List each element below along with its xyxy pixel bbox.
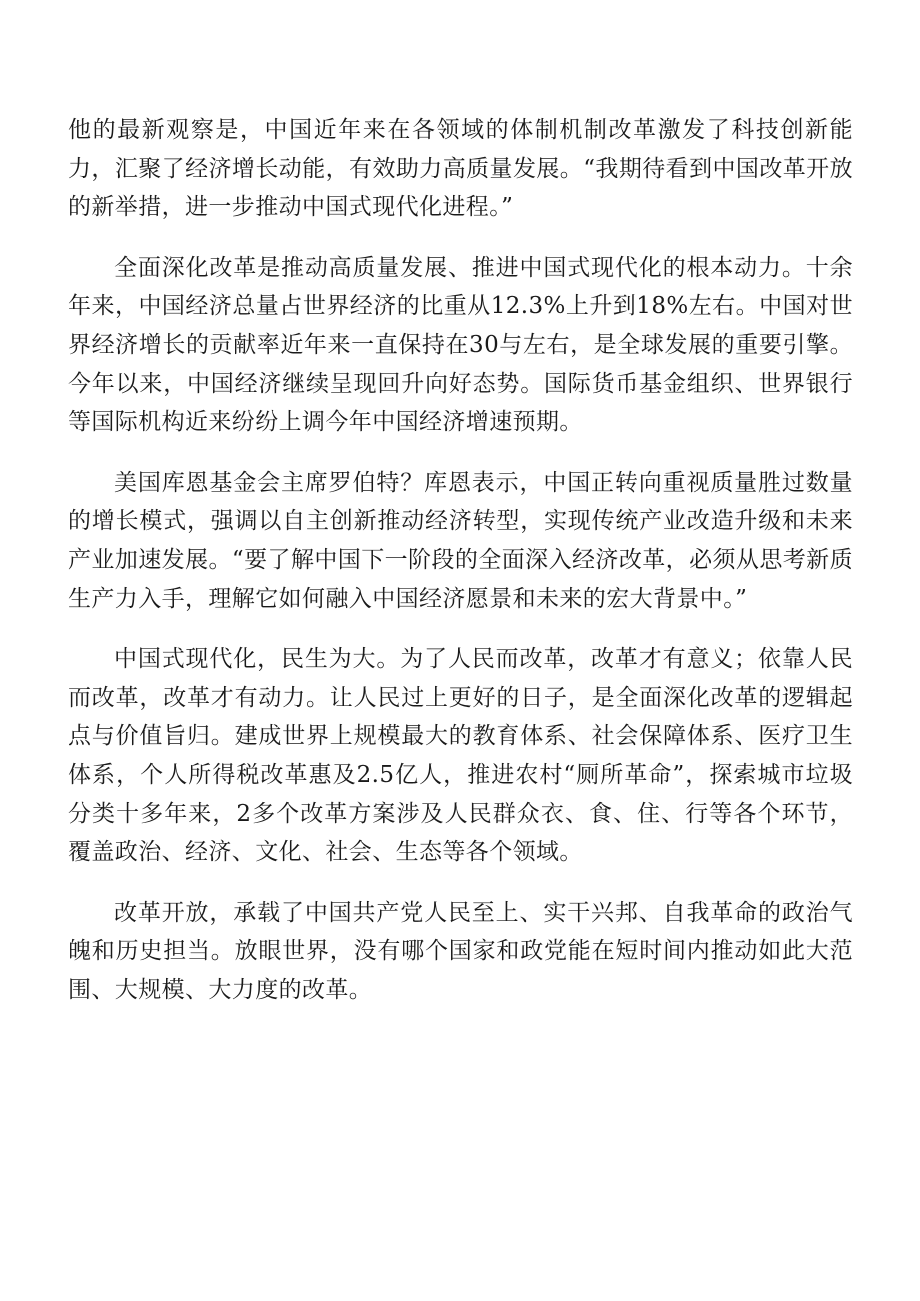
paragraph-livelihood: 中国式现代化，民生为大。为了人民而改革，改革才有意义；依靠人民而改革，改革才有动力。让人民过上更好的日子，是全面深化改革的逻辑起点与价值旨归。建成世界上规模最大的教育体系、社会保障体系、医疗卫生体系，个人所得税改革惠及2.5亿人，推进农村“厕所革命”，探索城市垃圾分类十多年来，2多个改革方案涉及人民群众衣、食、住、行等各个环节，覆盖政治、经济、文化、社会、生态等各个领域。 <box>68 646 853 866</box>
paragraph-reform-driving-force: 全面深化改革是推动高质量发展、推进中国式现代化的根本动力。十余年来，中国经济总量占世界经济的比重从12.3%上升到18%左右。中国对世界经济增长的贡献率近年来一直保持在30与左右，是全球发展的重要引擎。今年以来，中国经济继续呈现回升向好态势。国际货币基金组织、世界银行等国际机构近来纷纷上调今年中国经济增速预期。 <box>68 254 853 436</box>
paragraph-kuhn-quote: 美国库恩基金会主席罗伯特？库恩表示，中国正转向重视质量胜过数量的增长模式，强调以自主创新推动经济转型，实现传统产业改造升级和未来产业加速发展。“要了解中国下一阶段的全面深入经济改革，必须从思考新质生产力入手，理解它如何融入中国经济愿景和未来的宏大背景中。” <box>68 469 853 612</box>
document-body <box>68 111 853 1031</box>
paragraph-reform-opening: 改革开放，承载了中国共产党人民至上、实干兴邦、自我革命的政治气魄和历史担当。放眼世界，没有哪个国家和政党能在短时间内推动如此大范围、大规模、大力度的改革。 <box>68 899 853 1003</box>
paragraph-continuation: 他的最新观察是，中国近年来在各领域的体制机制改革激发了科技创新能力，汇聚了经济增长动能，有效助力高质量发展。“我期待看到中国改革开放的新举措，进一步推动中国式现代化进程。” <box>68 117 853 221</box>
